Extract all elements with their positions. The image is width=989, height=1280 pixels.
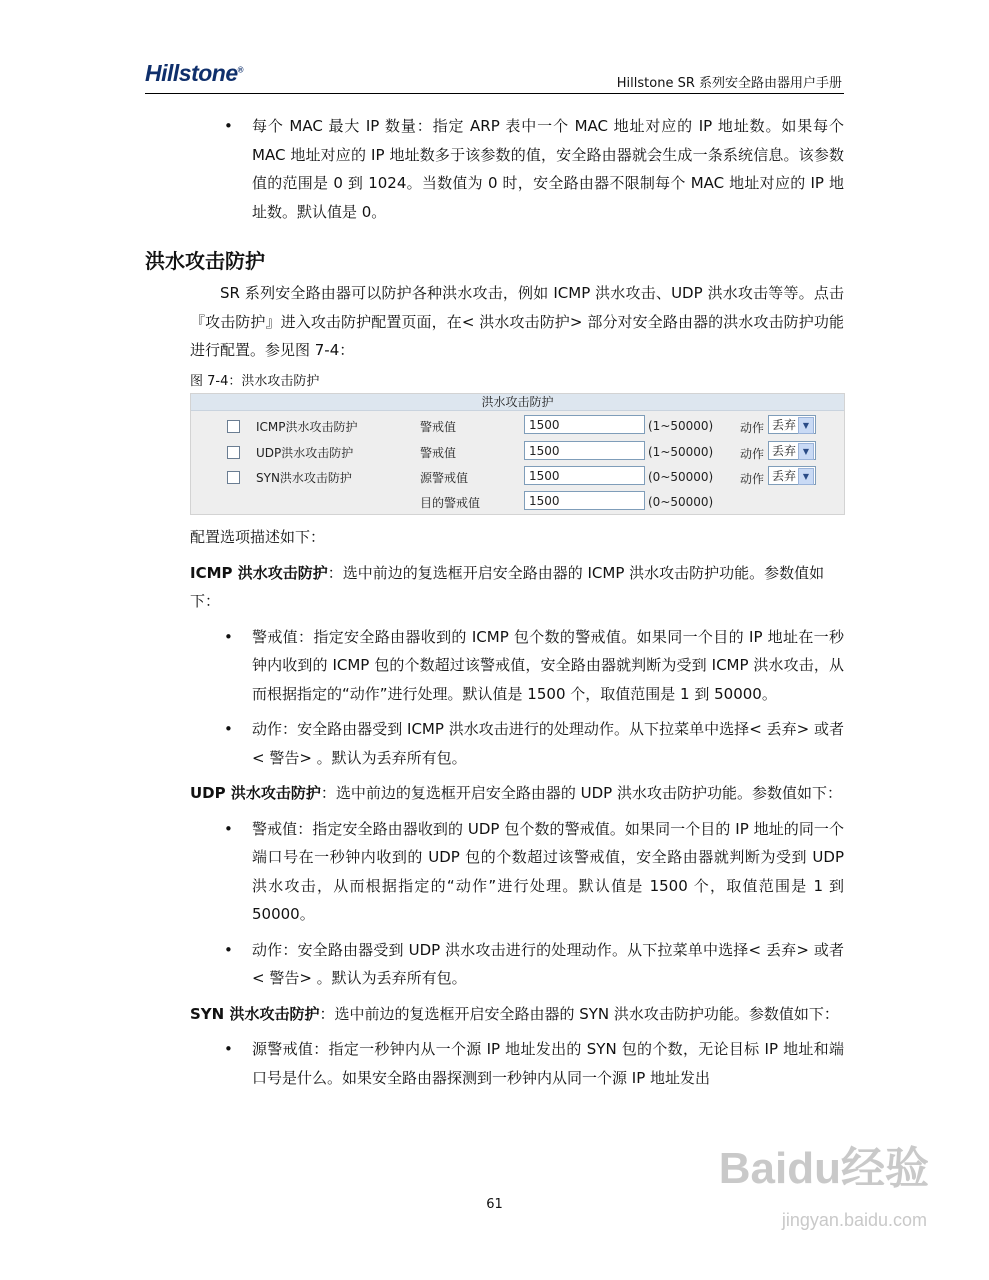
figure-caption: 图 7-4：洪水攻击防护 bbox=[190, 374, 320, 389]
bullet-dot: • bbox=[224, 117, 233, 135]
syn-destination-threshold-range: (0~50000) bbox=[648, 495, 714, 509]
syn-destination-row bbox=[191, 491, 844, 515]
document-title: Hillstone SR 系列安全路由器用户手册 bbox=[616, 76, 842, 91]
section-title: 洪水攻击防护 bbox=[145, 249, 265, 273]
chevron-down-icon: ▼ bbox=[798, 468, 814, 485]
syn-action-select[interactable]: 丢弃 ▼ bbox=[768, 466, 816, 485]
syn-source-threshold-input[interactable]: 1500 bbox=[524, 466, 645, 485]
syn-action-label: 动作 bbox=[740, 472, 765, 486]
syn-description: SYN 洪水攻击防护：选中前边的复选框开启安全路由器的 SYN 洪水攻击防护功能。参数值如下： bbox=[190, 1004, 839, 1023]
udp-flood-label: UDP洪水攻击防护 bbox=[256, 446, 354, 460]
syn-destination-threshold-input[interactable]: 1500 bbox=[524, 491, 645, 510]
icmp-threshold-range: (1~50000) bbox=[648, 419, 714, 433]
baidu-watermark: Baidu经验 bbox=[718, 1144, 929, 1193]
chevron-down-icon: ▼ bbox=[798, 443, 814, 460]
section-intro: SR 系列安全路由器可以防护各种洪水攻击，例如 ICMP 洪水攻击、UDP 洪水攻击等等。点击『攻击防护』进入攻击防护配置页面，在< 洪水攻击防护> 部分对安全路由器的洪水攻击防护功能进行配置。参见图 7-4： bbox=[190, 284, 844, 359]
bullet-max-ip-per-mac: • 每个 MAC 最大 IP 数量：指定 ARP 表中一个 MAC 地址对应的 IP 地址数。如果每个 MAC 地址对应的 IP 地址数多于该参数的值，安全路由器就会生成一条系统信息。该参数值的范围是 0 到 1024。当数值为 0 时，安全路由器不限制每个 MAC 地址对应的 IP 地址数。默认值是 0。 bbox=[190, 112, 844, 226]
syn-destination-threshold-label: 目的警戒值 bbox=[420, 496, 481, 510]
syn-flood-row bbox=[191, 466, 844, 490]
icmp-action-bullet: • 动作：安全路由器受到 ICMP 洪水攻击进行的处理动作。从下拉菜单中选择< 丢弃> 或者< 警告> 。默认为丢弃所有包。 bbox=[224, 720, 844, 767]
udp-action-label: 动作 bbox=[740, 447, 765, 461]
chevron-down-icon: ▼ bbox=[798, 417, 814, 434]
udp-action-bullet: • 动作：安全路由器受到 UDP 洪水攻击进行的处理动作。从下拉菜单中选择< 丢弃> 或者< 警告> 。默认为丢弃所有包。 bbox=[224, 940, 844, 987]
syn-source-threshold-bullet: • 源警戒值：指定一秒钟内从一个源 IP 地址发出的 SYN 包的个数，无论目标 IP 地址和端口号是什么。如果安全路由器探测到一秒钟内从同一个源 IP 地址发出 bbox=[224, 1040, 844, 1087]
syn-flood-label: SYN洪水攻击防护 bbox=[256, 471, 352, 485]
udp-action-select[interactable]: 丢弃 ▼ bbox=[768, 441, 816, 460]
icmp-threshold-bullet: • 警戒值：指定安全路由器收到的 ICMP 包个数的警戒值。如果同一个目的 IP 地址在一秒钟内收到的 ICMP 包的个数超过该警戒值，安全路由器就判断为受到 ICMP 洪水攻击，从而根据指定的“动作”进行处理。默认值是 1500 个，取值范围是 1 到 50000。 bbox=[224, 627, 844, 703]
header-divider bbox=[145, 93, 844, 94]
icmp-description: ICMP 洪水攻击防护：选中前边的复选框开启安全路由器的 ICMP 洪水攻击防护功能。参数值如下： bbox=[190, 563, 825, 610]
icmp-flood-label: ICMP洪水攻击防护 bbox=[256, 420, 358, 434]
udp-threshold-input[interactable]: 1500 bbox=[524, 441, 645, 460]
panel-title: 洪水攻击防护 bbox=[191, 394, 844, 411]
icmp-action-select[interactable]: 丢弃 ▼ bbox=[768, 415, 816, 434]
flood-protection-panel bbox=[190, 393, 845, 515]
description-lead: 配置选项描述如下： bbox=[190, 528, 326, 546]
icmp-flood-checkbox[interactable] bbox=[227, 420, 240, 433]
syn-source-threshold-label: 源警戒值 bbox=[420, 471, 469, 485]
icmp-action-label: 动作 bbox=[740, 421, 765, 435]
icmp-threshold-input[interactable]: 1500 bbox=[524, 415, 645, 434]
intro-content bbox=[190, 112, 844, 226]
udp-description: UDP 洪水攻击防护：选中前边的复选框开启安全路由器的 UDP 洪水攻击防护功能。参数值如下： bbox=[190, 784, 842, 802]
udp-flood-checkbox[interactable] bbox=[227, 446, 240, 459]
icmp-threshold-label: 警戒值 bbox=[420, 420, 457, 434]
syn-source-threshold-range: (0~50000) bbox=[648, 470, 714, 484]
udp-threshold-label: 警戒值 bbox=[420, 446, 457, 460]
page-number: 61 bbox=[486, 1197, 503, 1212]
udp-threshold-range: (1~50000) bbox=[648, 445, 714, 459]
udp-flood-row bbox=[191, 441, 844, 465]
icmp-flood-row bbox=[191, 415, 844, 439]
baidu-watermark-url: jingyan.baidu.com bbox=[781, 1210, 927, 1230]
udp-threshold-bullet: • 警戒值：指定安全路由器收到的 UDP 包个数的警戒值。如果同一个目的 IP 地址的同一个端口号在一秒钟内收到的 UDP 包的个数超过该警戒值，安全路由器就判断为受到 UDP 洪水攻击，从而根据指定的“动作”进行处理。默认值是 1500 个，取值范围是 1 到 50000。 bbox=[224, 819, 844, 923]
option-descriptions bbox=[190, 523, 844, 1092]
hillstone-logo: Hillstone® bbox=[145, 60, 244, 86]
syn-flood-checkbox[interactable] bbox=[227, 471, 240, 484]
